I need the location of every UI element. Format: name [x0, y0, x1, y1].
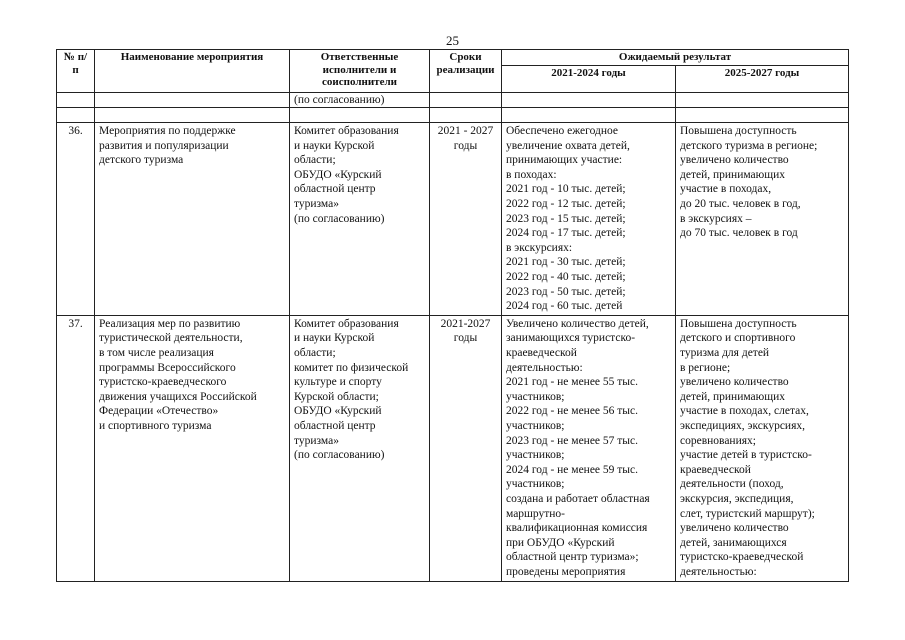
cell-line: краеведческой [680, 463, 751, 476]
cell-line: в том числе реализация [99, 347, 214, 359]
cell-line: областной центр туризма»; [506, 551, 639, 564]
row-name [95, 123, 290, 316]
cell-line: области; [294, 347, 336, 359]
cell-line: детского туризма в регионе; [680, 139, 818, 152]
cell-line: деятельностью: [680, 565, 757, 578]
cell-line: соревнованиях; [680, 434, 756, 447]
cell-line: участие детей в туристско- [680, 449, 812, 462]
cell-line: 2021 - 2027 [437, 125, 494, 138]
cell-line: 2021 год - 30 тыс. детей; [506, 256, 626, 269]
cell-line: Увеличено количество детей, [506, 317, 649, 330]
row-result-2025 [676, 315, 849, 581]
cell-line: 2024 год - 60 тыс. детей [506, 300, 623, 313]
row-number: 37. [57, 315, 95, 581]
cell-line: в экскурсиях: [506, 241, 573, 254]
cell-line: (по согласованию) [294, 449, 385, 462]
cell-line: Комитет образования [294, 125, 399, 138]
cell-line: создана и работает областная [506, 492, 650, 505]
cell-line: экскурсия, экспедиция, [680, 492, 794, 505]
cell-line: Комитет образования [294, 317, 399, 330]
row-result-2021 [502, 315, 676, 581]
cell-line: участие в походах, слетах, [680, 405, 809, 418]
cell-line: квалификационная комиссия [506, 522, 648, 535]
cell-line: 2021-2027 [440, 317, 491, 330]
continuation-row [57, 92, 849, 108]
cell-line: до 70 тыс. человек в год [680, 227, 798, 240]
cell-line: областной центр [294, 419, 376, 432]
cell-line: туристско-краеведческой [680, 551, 804, 564]
cell-line: культуре и спорту [294, 376, 382, 389]
cell-line: краеведческой [506, 347, 577, 359]
cell-line: участников; [506, 390, 565, 403]
cell-line: движения учащихся Российской [99, 390, 257, 403]
cell-line: участников; [506, 449, 565, 462]
cell-line: детского туризма [99, 154, 184, 167]
cell-line: 2021 год - 10 тыс. детей; [506, 183, 626, 196]
cell-line: участников; [506, 478, 565, 491]
header-result: Ожидаемый результат [502, 50, 849, 66]
cell-line: до 20 тыс. человек в год, [680, 198, 801, 211]
cell-line: Реализация мер по развитию [99, 317, 241, 330]
cell-line: 2024 год - не менее 59 тыс. [506, 463, 639, 476]
cell-line: экспедициях, экскурсиях, [680, 419, 805, 432]
table-row [57, 123, 849, 316]
cell-line: Курской области; [294, 390, 379, 403]
cell-line: ОБУДО «Курский [294, 405, 382, 418]
row-result-2025 [676, 123, 849, 316]
cell-line: в походах: [506, 168, 557, 181]
continuation-responsible: (по согласованию) [290, 92, 430, 108]
gap-row [57, 108, 849, 123]
cell-line: ОБУДО «Курский [294, 168, 382, 181]
cell-line: участие в походах, [680, 183, 772, 196]
cell-line: туристско-краеведческого [99, 376, 227, 389]
cell-line: развития и популяризации [99, 139, 229, 152]
cell-line: Обеспечено ежегодное [506, 125, 618, 138]
cell-line: программы Всероссийского [99, 361, 236, 374]
row-period [430, 123, 502, 316]
cell-line: туризма» [294, 198, 339, 211]
cell-line: увеличено количество [680, 154, 789, 167]
cell-line: 2023 год - 50 тыс. детей; [506, 285, 626, 298]
row-responsible [290, 123, 430, 316]
cell-line: комитет по физической [294, 361, 409, 374]
cell-line: маршрутно- [506, 507, 566, 520]
cell-line: и науки Курской [294, 332, 375, 345]
cell-line: Повышена доступность [680, 317, 797, 330]
header-name: Наименование мероприятия [95, 50, 290, 93]
cell-line: 2024 год - 17 тыс. детей; [506, 227, 626, 240]
cell-line: Повышена доступность [680, 125, 797, 138]
cell-line: 2022 год - 12 тыс. детей; [506, 198, 626, 211]
cell-line: и науки Курской [294, 139, 375, 152]
cell-line: слет, туристский маршрут); [680, 507, 815, 520]
table-row [57, 315, 849, 581]
cell-line: (по согласованию) [294, 212, 385, 225]
cell-line: 2023 год - не менее 57 тыс. [506, 434, 639, 447]
cell-line: годы [453, 139, 478, 152]
cell-line: деятельностью: [506, 361, 583, 374]
cell-line: увеличено количество [680, 522, 789, 535]
cell-line: туризма» [294, 434, 339, 447]
header-period: Сроки реализации [430, 50, 502, 93]
header-result-2021: 2021-2024 годы [502, 65, 676, 92]
cell-line: годы [453, 332, 478, 345]
cell-line: увеличено количество [680, 376, 789, 389]
measures-table [56, 49, 849, 582]
cell-line: области; [294, 154, 336, 167]
cell-line: проведены мероприятия [506, 565, 626, 578]
cell-line: 2022 год - не менее 56 тыс. [506, 405, 639, 418]
cell-line: увеличение охвата детей, [506, 139, 630, 152]
cell-line: участников; [506, 419, 565, 432]
cell-line: Мероприятия по поддержке [99, 125, 236, 138]
header-row [57, 50, 849, 66]
cell-line: деятельности (поход, [680, 478, 784, 491]
row-period [430, 315, 502, 581]
cell-line: в экскурсиях – [680, 212, 752, 225]
cell-line: 2023 год - 15 тыс. детей; [506, 212, 626, 225]
row-responsible [290, 315, 430, 581]
row-name [95, 315, 290, 581]
cell-line: детского и спортивного [680, 332, 796, 345]
cell-line: при ОБУДО «Курский [506, 536, 615, 549]
cell-line: областной центр [294, 183, 376, 196]
header-responsible: Ответственные исполнители и соисполнители [290, 50, 430, 93]
cell-line: детей, принимающих [680, 168, 786, 181]
row-result-2021 [502, 123, 676, 316]
header-result-2025: 2025-2027 годы [676, 65, 849, 92]
cell-line: 2021 год - не менее 55 тыс. [506, 376, 639, 389]
cell-line: и спортивного туризма [99, 419, 212, 432]
cell-line: 2022 год - 40 тыс. детей; [506, 271, 626, 284]
cell-line: принимающих участие: [506, 154, 623, 167]
cell-line: туризма для детей [680, 347, 770, 359]
cell-line: Федерации «Отечество» [99, 405, 219, 418]
cell-line: занимающихся туристско- [506, 332, 636, 345]
cell-line: туристической деятельности, [99, 332, 243, 345]
header-num: № п/п [57, 50, 95, 93]
cell-line: детей, принимающих [680, 390, 786, 403]
cell-line: в регионе; [680, 361, 731, 374]
page-number: 25 [446, 33, 459, 48]
row-number: 36. [57, 123, 95, 316]
cell-line: детей, занимающихся [680, 536, 787, 549]
